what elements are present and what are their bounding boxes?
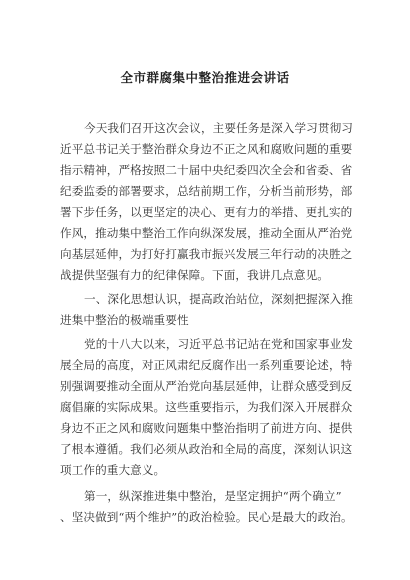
body-line: 项工作的重大意义。 bbox=[60, 463, 166, 477]
body-line: 作风，推动集中整治工作向纵深发展，推动全面从严治党 bbox=[60, 226, 353, 240]
body-line: 了根本遵循。我们必须从政治和全局的高度，深刻认识这 bbox=[60, 442, 353, 456]
section-heading-line: 进集中整治的极端重要性 bbox=[60, 313, 189, 327]
body-line: 身边不正之风和腐败问题集中整治指明了前进方向、提供 bbox=[60, 421, 353, 435]
body-line: 今天我们召开这次会议，主要任务是深入学习贯彻习 bbox=[84, 121, 353, 135]
body-line: 展全局的高度，对正风肃纪反腐作出一系列重要论述，特 bbox=[60, 358, 353, 372]
body-line: 指示精神，严格按照二十届中央纪委四次全会和省委、省 bbox=[60, 163, 353, 177]
body-line: 近平总书记关于整治群众身边不正之风和腐败问题的重要 bbox=[60, 142, 353, 156]
document-title: 全市群腐集中整治推进会讲话 bbox=[120, 70, 290, 85]
section-heading-line: 一、深化思想认识，提高政治站位，深刻把握深入推 bbox=[84, 292, 353, 306]
body-line: 第一，纵深推进集中整治，是坚定拥护“两个确立” bbox=[84, 489, 342, 503]
body-line: 向基层延伸，为打好打赢我市振兴发展三年行动的决胜之 bbox=[60, 247, 353, 261]
body-line: 腐倡廉的实际成果。这些重要指示，为我们深入开展群众 bbox=[60, 400, 353, 414]
body-line: 党的十八大以来，习近平总书记站在党和国家事业发 bbox=[84, 337, 353, 351]
body-line: 纪委监委的部署要求，总结前期工作，分析当前形势，部 bbox=[60, 184, 353, 198]
body-line: 、坚决做到“两个维护”的政治检验。民心是最大的政治。 bbox=[60, 510, 353, 524]
body-line: 署下步任务，以更坚定的决心、更有力的举措、更扎实的 bbox=[60, 205, 353, 219]
body-line: 战提供坚强有力的纪律保障。下面，我讲几点意见。 bbox=[60, 268, 329, 282]
body-line: 别强调要推动全面从严治党向基层延伸，让群众感受到反 bbox=[60, 379, 353, 393]
